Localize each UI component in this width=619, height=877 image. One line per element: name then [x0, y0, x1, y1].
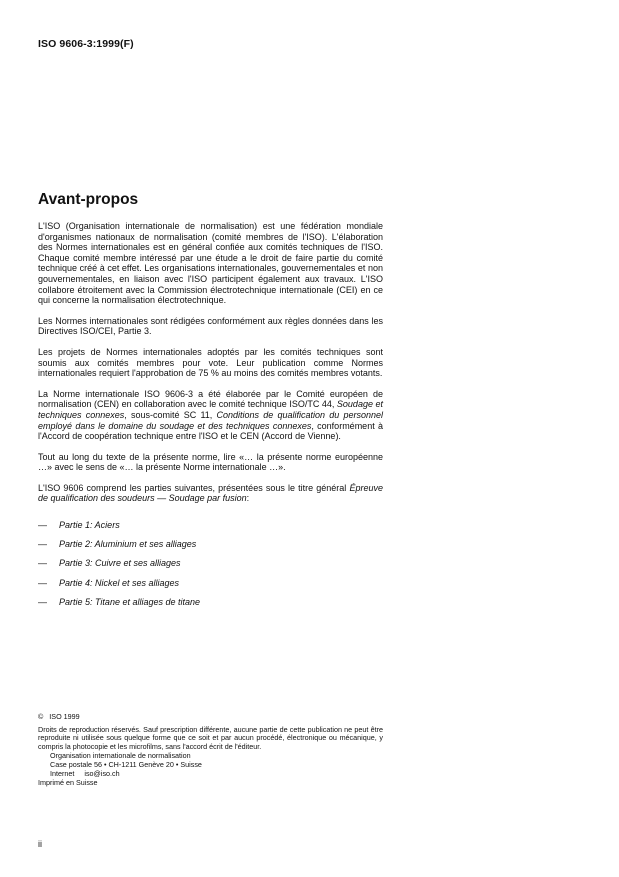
paragraph-6-series-title: Épreuve de qualification des soudeurs — Soudage par fusion: [38, 482, 383, 504]
list-item: [38, 597, 383, 616]
list-dash: —: [38, 596, 47, 607]
document-id: ISO 9606-3:1999(F): [38, 38, 134, 50]
paragraph-4-text-a: La Norme internationale ISO 9606-3 a été élaborée par le Comité européen de normalisation (CEN) en collaboration avec le comité technique ISO/TC 44,: [38, 388, 383, 410]
parts-list: [38, 520, 383, 616]
list-dash: —: [38, 520, 47, 531]
paragraph-4-text-c: , sous-comité SC 11,: [124, 409, 213, 420]
copyright-notice: © ISO 1999: [38, 712, 80, 721]
printed-in: Imprimé en Suisse: [38, 778, 98, 788]
paragraph-4-committee-title: Soudage et techniques connexes: [38, 399, 383, 420]
paragraph-5: Tout au long du texte de la présente norme, lire «… la présente norme européenne …» avec le sens de «… la présente Norme internationale …».: [38, 451, 383, 473]
list-item-text: Partie 2: Aluminium et ses alliages: [59, 539, 197, 550]
postal-address: Case postale 56 • CH-1211 Genève 20 • Suisse: [50, 759, 202, 769]
list-item: [38, 539, 383, 558]
paragraph-6-text-c: :: [246, 493, 250, 504]
list-dash: —: [38, 577, 47, 588]
paragraph-4: [38, 389, 383, 442]
list-item: [38, 578, 383, 597]
list-item: [38, 520, 383, 539]
list-dash: —: [38, 558, 47, 569]
paragraph-6-text-a: L'ISO 9606 comprend les parties suivantes, présentées sous le titre général: [38, 482, 347, 493]
list-item-text: Partie 5: Titane et alliages de titane: [59, 596, 201, 607]
paragraph-1: L'ISO (Organisation internationale de normalisation) est une fédération mondiale d'organismes nationaux de normalisation (comité membres de l'ISO). L'élaboration des Normes internationales est en général confiée aux comités techniques de l'ISO. Chaque comité membre intéressé par une étude a le droit de faire partie du comité technique créé à cet effet. Les organisations internationales, gouvernementales et non gouvernementales, en liaison avec l'ISO participent également aux travaux. L'ISO collabore étroitement avec la Commission électrotechnique internationale (CEI) en ce qui concerne la normalisation électrotechnique.: [38, 221, 383, 306]
rights-statement: Droits de reproduction réservés. Sauf prescription différente, aucune partie de cette publication ne peut être reproduite ni utilisée sous quelque forme que ce soit et par aucun procédé, électronique ou mécanique, y compris la photocopie et les microfilms, sans l'accord écrit de l'éditeur.: [38, 724, 383, 751]
foreword-body: [38, 221, 383, 616]
internet-contact: Internet iso@iso.ch: [50, 768, 120, 778]
paragraph-4-text-e: , conformément à l'Accord de coopération technique entre l'ISO et le CEN (Accord de Vienne).: [38, 420, 384, 442]
page-number: ii: [38, 839, 42, 849]
paragraph-2: Les Normes internationales sont rédigées conformément aux règles données dans les Directives ISO/CEI, Partie 3.: [38, 315, 383, 337]
list-item-text: Partie 4: Nickel et ses alliages: [59, 577, 180, 588]
paragraph-4-subcommittee-title: Conditions de qualification du personnel employé dans le domaine du soudage et des techniques connexes: [38, 409, 383, 431]
section-heading: Avant-propos: [38, 191, 139, 208]
paragraph-6: [38, 483, 383, 504]
list-item-text: Partie 3: Cuivre et ses alliages: [59, 558, 181, 569]
list-item-text: Partie 1: Aciers: [59, 520, 120, 531]
list-item: [38, 558, 383, 577]
list-dash: —: [38, 539, 47, 550]
copyright-block: [38, 713, 383, 788]
paragraph-3: Les projets de Normes internationales adoptés par les comités techniques sont soumis aux comités membres pour vote. Leur publication comme Normes internationales requiert l'approbation de 75 % au moins des comités membres votants.: [38, 346, 383, 379]
organisation-name: Organisation internationale de normalisation: [50, 751, 191, 761]
